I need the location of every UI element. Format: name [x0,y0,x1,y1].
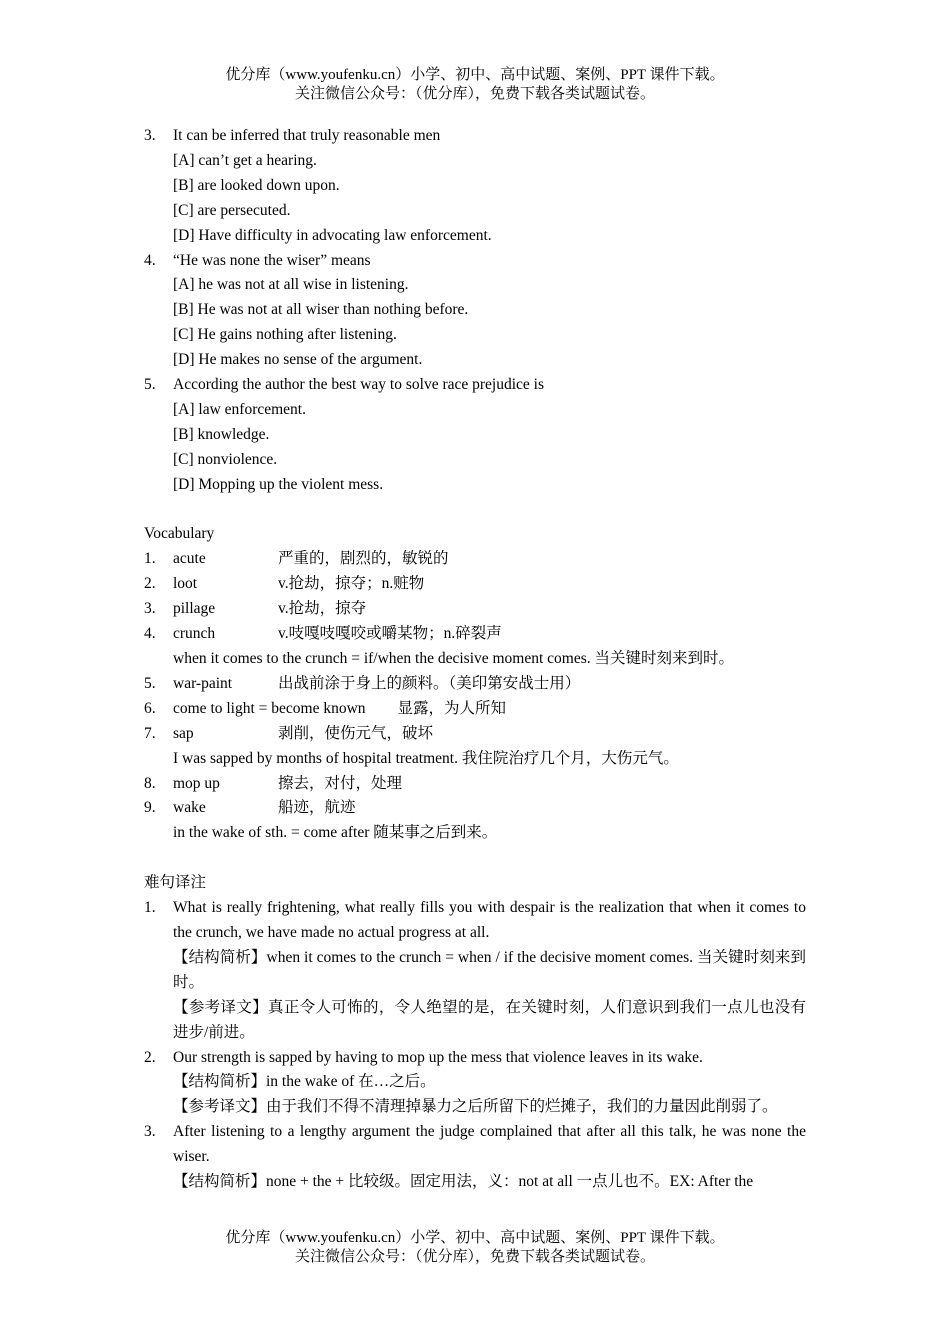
question-number: 4. [144,251,156,269]
vocab-definition: v.抢劫，掠夺 [278,600,367,618]
option: [D] Mopping up the violent mess. [173,475,384,493]
vocab-item [144,572,806,597]
vocab-note: when it comes to the crunch = if/when the decisive moment comes. 当关键时刻来到时。 [173,650,735,668]
page-footer [0,1229,950,1267]
question-stem: According the author the best way to solve race prejudice is [173,376,545,394]
header-line-2: 关注微信公众号：（优分库），免费下载各类试题试卷。 [294,86,655,102]
vocab-term: mop up [173,774,220,792]
vocab-number: 7. [144,724,156,742]
vocab-item [144,547,806,572]
vocab-item [144,597,806,622]
vocab-term: wake [173,799,206,817]
header-line-1: 优分库（www.youfenku.cn）小学、初中、高中试题、案例、PPT 课件下载。 [225,67,725,83]
vocabulary-title: Vocabulary [144,525,215,543]
option: [C] nonviolence. [173,450,278,468]
vocab-term: pillage [173,600,216,618]
vocab-definition: v.吱嘎吱嘎咬或嚼某物；n.碎裂声 [278,625,502,643]
option: [C] He gains nothing after listening. [173,326,397,344]
vocab-number: 4. [144,625,156,643]
vocab-definition: 严重的，剧烈的，敏锐的 [278,550,449,568]
vocab-number: 9. [144,799,156,817]
vocab-term: acute [173,550,206,568]
vocab-number: 3. [144,600,156,618]
difficult-sentences-title: 难句译注 [144,874,207,892]
vocab-term: come to light = become known [173,699,366,717]
structure-analysis: 【结构简析】none + the + 比较级。固定用法，义：not at all 一点儿也不。EX: After the [173,1173,754,1191]
vocab-item [144,722,806,747]
sentence-number: 2. [144,1048,156,1066]
vocab-term: loot [173,575,198,593]
vocab-term: sap [173,724,194,742]
vocab-number: 5. [144,674,156,692]
vocab-number: 6. [144,699,156,717]
vocab-number: 2. [144,575,156,593]
sentence-number: 1. [144,899,156,917]
sentence-text: After listening to a lengthy argument the judge complained that after all this talk, he was none the wiser. [173,1123,806,1166]
sentence-text: Our strength is sapped by having to mop up the mess that violence leaves in its wake. [173,1048,703,1066]
sentence-text: What is really frightening, what really fills you with despair is the realization that when it comes to the crunch, we have made no actual progress at all. [173,899,806,941]
vocab-item [144,772,806,797]
vocab-item [144,622,806,647]
difficult-sentence-2 [144,1046,806,1121]
question-stem: “He was none the wiser” means [173,251,371,269]
option: [C] are persecuted. [173,201,291,219]
option: [A] law enforcement. [173,400,306,418]
footer-line-1: 优分库（www.youfenku.cn）小学、初中、高中试题、案例、PPT 课件下载。 [225,1230,725,1246]
question-number: 5. [144,376,156,394]
vocab-definition: 剥削，使伤元气，破坏 [278,724,434,742]
reference-translation: 【参考译文】由于我们不得不清理掉暴力之后所留下的烂摊子，我们的力量因此削弱了。 [173,1098,778,1116]
option: [D] Have difficulty in advocating law enforcement. [173,226,492,244]
vocab-definition: 船迹，航迹 [278,799,356,817]
option: [B] are looked down upon. [173,176,340,194]
vocab-item [144,672,806,697]
spacer [144,846,806,871]
vocab-number: 8. [144,774,156,792]
option: [B] He was not at all wiser than nothing before. [173,301,469,319]
question-4 [144,249,806,274]
vocab-item [144,697,806,722]
document-body [144,124,806,1195]
page-header [0,66,950,104]
option: [A] he was not at all wise in listening. [173,276,409,294]
option: [B] knowledge. [173,425,270,443]
vocab-note: I was sapped by months of hospital treatment. 我住院治疗几个月，大伤元气。 [173,749,679,767]
question-number: 3. [144,127,156,144]
option: [A] can’t get a hearing. [173,151,317,169]
question-stem: It can be inferred that truly reasonable men [173,127,441,144]
footer-line-2: 关注微信公众号：（优分库），免费下载各类试题试卷。 [294,1249,655,1265]
vocab-definition: 出战前涂于身上的颜料。（美印第安战士用） [278,674,581,692]
structure-analysis: 【结构简析】in the wake of 在…之后。 [173,1073,436,1091]
vocab-definition: v.抢劫，掠夺；n.赃物 [278,575,425,593]
vocab-note: in the wake of sth. = come after 随某事之后到来。 [173,824,498,842]
option: [D] He makes no sense of the argument. [173,351,423,369]
difficult-sentence-3 [144,1120,806,1195]
difficult-sentence-1 [144,896,806,1045]
vocab-definition: 擦去，对付，处理 [278,774,403,792]
vocab-term: crunch [173,625,216,643]
spacer [144,498,806,523]
vocab-number: 1. [144,550,156,568]
question-5 [144,373,806,398]
vocab-item [144,796,806,821]
vocab-definition: 显露，为人所知 [397,699,507,717]
vocab-term: war-paint [173,674,233,692]
question-3 [144,124,806,149]
reference-translation: 【参考译文】真正令人可怖的，令人绝望的是，在关键时刻，人们意识到我们一点儿也没有进步/前进。 [173,998,806,1041]
sentence-number: 3. [144,1123,156,1141]
structure-analysis: 【结构简析】when it comes to the crunch = when / if the decisive moment comes. 当关键时刻来到时。 [173,948,806,991]
